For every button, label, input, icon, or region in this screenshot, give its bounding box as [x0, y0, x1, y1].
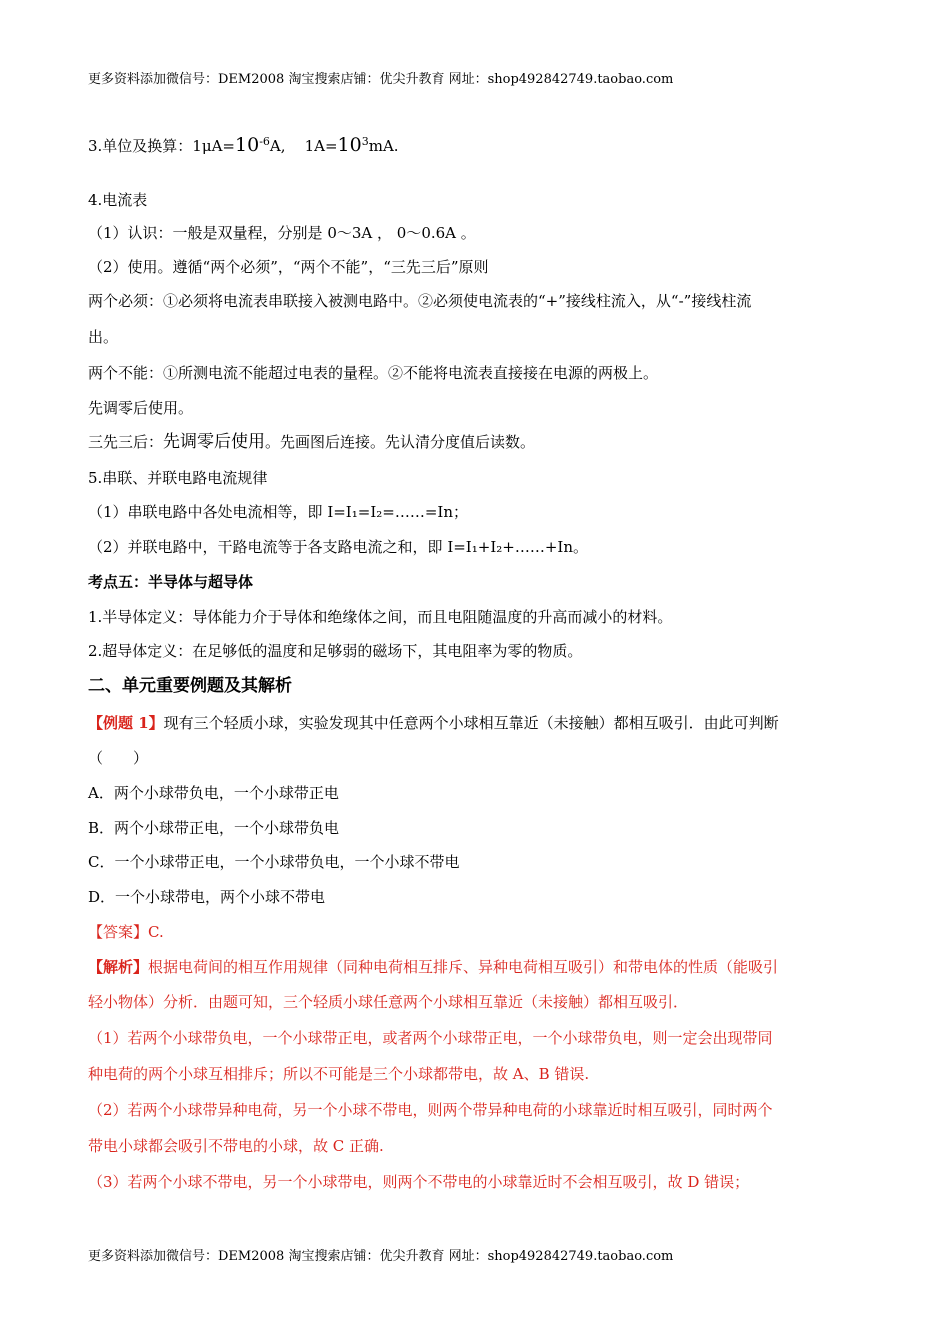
ammeter-line-7-label: 三先三后：	[88, 433, 164, 451]
kp5-line-2: 2.超导体定义：在足够低的温度和足够弱的磁场下，其电阻率为零的物质。	[88, 642, 583, 660]
ammeter-line-6: 先调零后使用。	[88, 399, 194, 417]
analysis-line-4: 种电荷的两个小球互相排斥；所以不可能是三个小球都带电，故 A、B 错误.	[88, 1065, 590, 1083]
example-question-line-1	[88, 713, 868, 733]
kp5-title: 考点五：半导体与超导体	[88, 573, 254, 591]
option-a: A．两个小球带负电，一个小球带正电	[88, 784, 339, 802]
ammeter-line-7-rest: 。先画图后连接。先认清分度值后读数。	[265, 433, 536, 451]
example-question-line-2: （ ）	[88, 749, 149, 767]
unit-suffix: mA.	[368, 137, 399, 155]
analysis-line-5: （2）若两个小球带异种电荷，另一个小球不带电，则两个带异种电荷的小球靠近时相互吸引，同时两个	[88, 1101, 773, 1119]
ammeter-title: 4.电流表	[88, 191, 148, 209]
unit-base-2: 10	[337, 134, 362, 156]
series-line-1: （1）串联电路中各处电流相等，即 I=I₁=I₂=……=In；	[88, 503, 468, 521]
analysis-line-1	[88, 957, 868, 977]
option-d: D．一个小球带电，两个小球不带电	[88, 888, 326, 906]
analysis-tag: 【解析】	[88, 958, 149, 976]
ammeter-line-5: 两个不能：①所测电流不能超过电表的量程。②不能将电流表直接接在电源的两极上。	[88, 364, 659, 382]
analysis-line-3: （1）若两个小球带负电，一个小球带正电，或者两个小球带正电，一个小球带负电，则一定会出现带同	[88, 1029, 773, 1047]
option-c: C．一个小球带正电，一个小球带负电，一个小球不带电	[88, 853, 460, 871]
option-b: B．两个小球带正电，一个小球带负电	[88, 819, 340, 837]
unit-base-1: 10	[235, 134, 260, 156]
ammeter-line-7	[88, 432, 868, 452]
section-2-title: 二、单元重要例题及其解析	[88, 676, 292, 696]
kp5-line-1: 1.半导体定义：导体能力介于导体和绝缘体之间，而且电阻随温度的升高而减小的材料。	[88, 608, 673, 626]
ammeter-line-2: （2）使用。遵循“两个必须”，“两个不能”，“三先三后”原则	[88, 258, 489, 276]
example-tag: 【例题 1】	[88, 714, 164, 732]
unit-conversion-line	[88, 132, 868, 156]
page-footer: 更多资料添加微信号：DEM2008 淘宝搜索店铺：优尖升教育 网址：shop492842749.taobao.com	[88, 1249, 674, 1264]
series-title: 5.串联、并联电路电流规律	[88, 469, 268, 487]
ammeter-line-4: 出。	[88, 328, 119, 346]
example-question-text: 现有三个轻质小球，实验发现其中任意两个小球相互靠近（未接触）都相互吸引．由此可判断	[163, 714, 779, 732]
ammeter-line-1: （1）认识：一般是双量程，分别是 0～3A ， 0～0.6A 。	[88, 224, 476, 242]
series-line-2: （2）并联电路中，干路电流等于各支路电流之和，即 I=I₁+I₂+……+In。	[88, 538, 588, 556]
analysis-line-2: 轻小物体）分析．由题可知，三个轻质小球任意两个小球相互靠近（未接触）都相互吸引．	[88, 993, 689, 1011]
ammeter-line-7-emphasis: 先调零后使用	[163, 432, 266, 452]
unit-prefix: 3.单位及换算：1μA=	[88, 137, 236, 155]
analysis-line-7: （3）若两个小球不带电，另一个小球带电，则两个不带电的小球靠近时不会相互吸引，故 D 错误；	[88, 1173, 750, 1191]
answer-line: 【答案】C.	[88, 923, 164, 941]
page-header: 更多资料添加微信号：DEM2008 淘宝搜索店铺：优尖升教育 网址：shop492842749.taobao.com	[88, 72, 674, 87]
ammeter-line-3: 两个必须：①必须将电流表串联接入被测电路中。②必须使电流表的“+”接线柱流入，从“-”接线柱流	[88, 292, 752, 310]
unit-exponent-2: 3	[361, 135, 369, 148]
analysis-text-1: 根据电荷间的相互作用规律（同种电荷相互排斥、异种电荷相互吸引）和带电体的性质（能吸引	[148, 958, 779, 976]
unit-mid: A, 1A=	[269, 137, 338, 155]
unit-exponent-1: -6	[259, 135, 270, 148]
analysis-line-6: 带电小球都会吸引不带电的小球，故 C 正确.	[88, 1137, 384, 1155]
